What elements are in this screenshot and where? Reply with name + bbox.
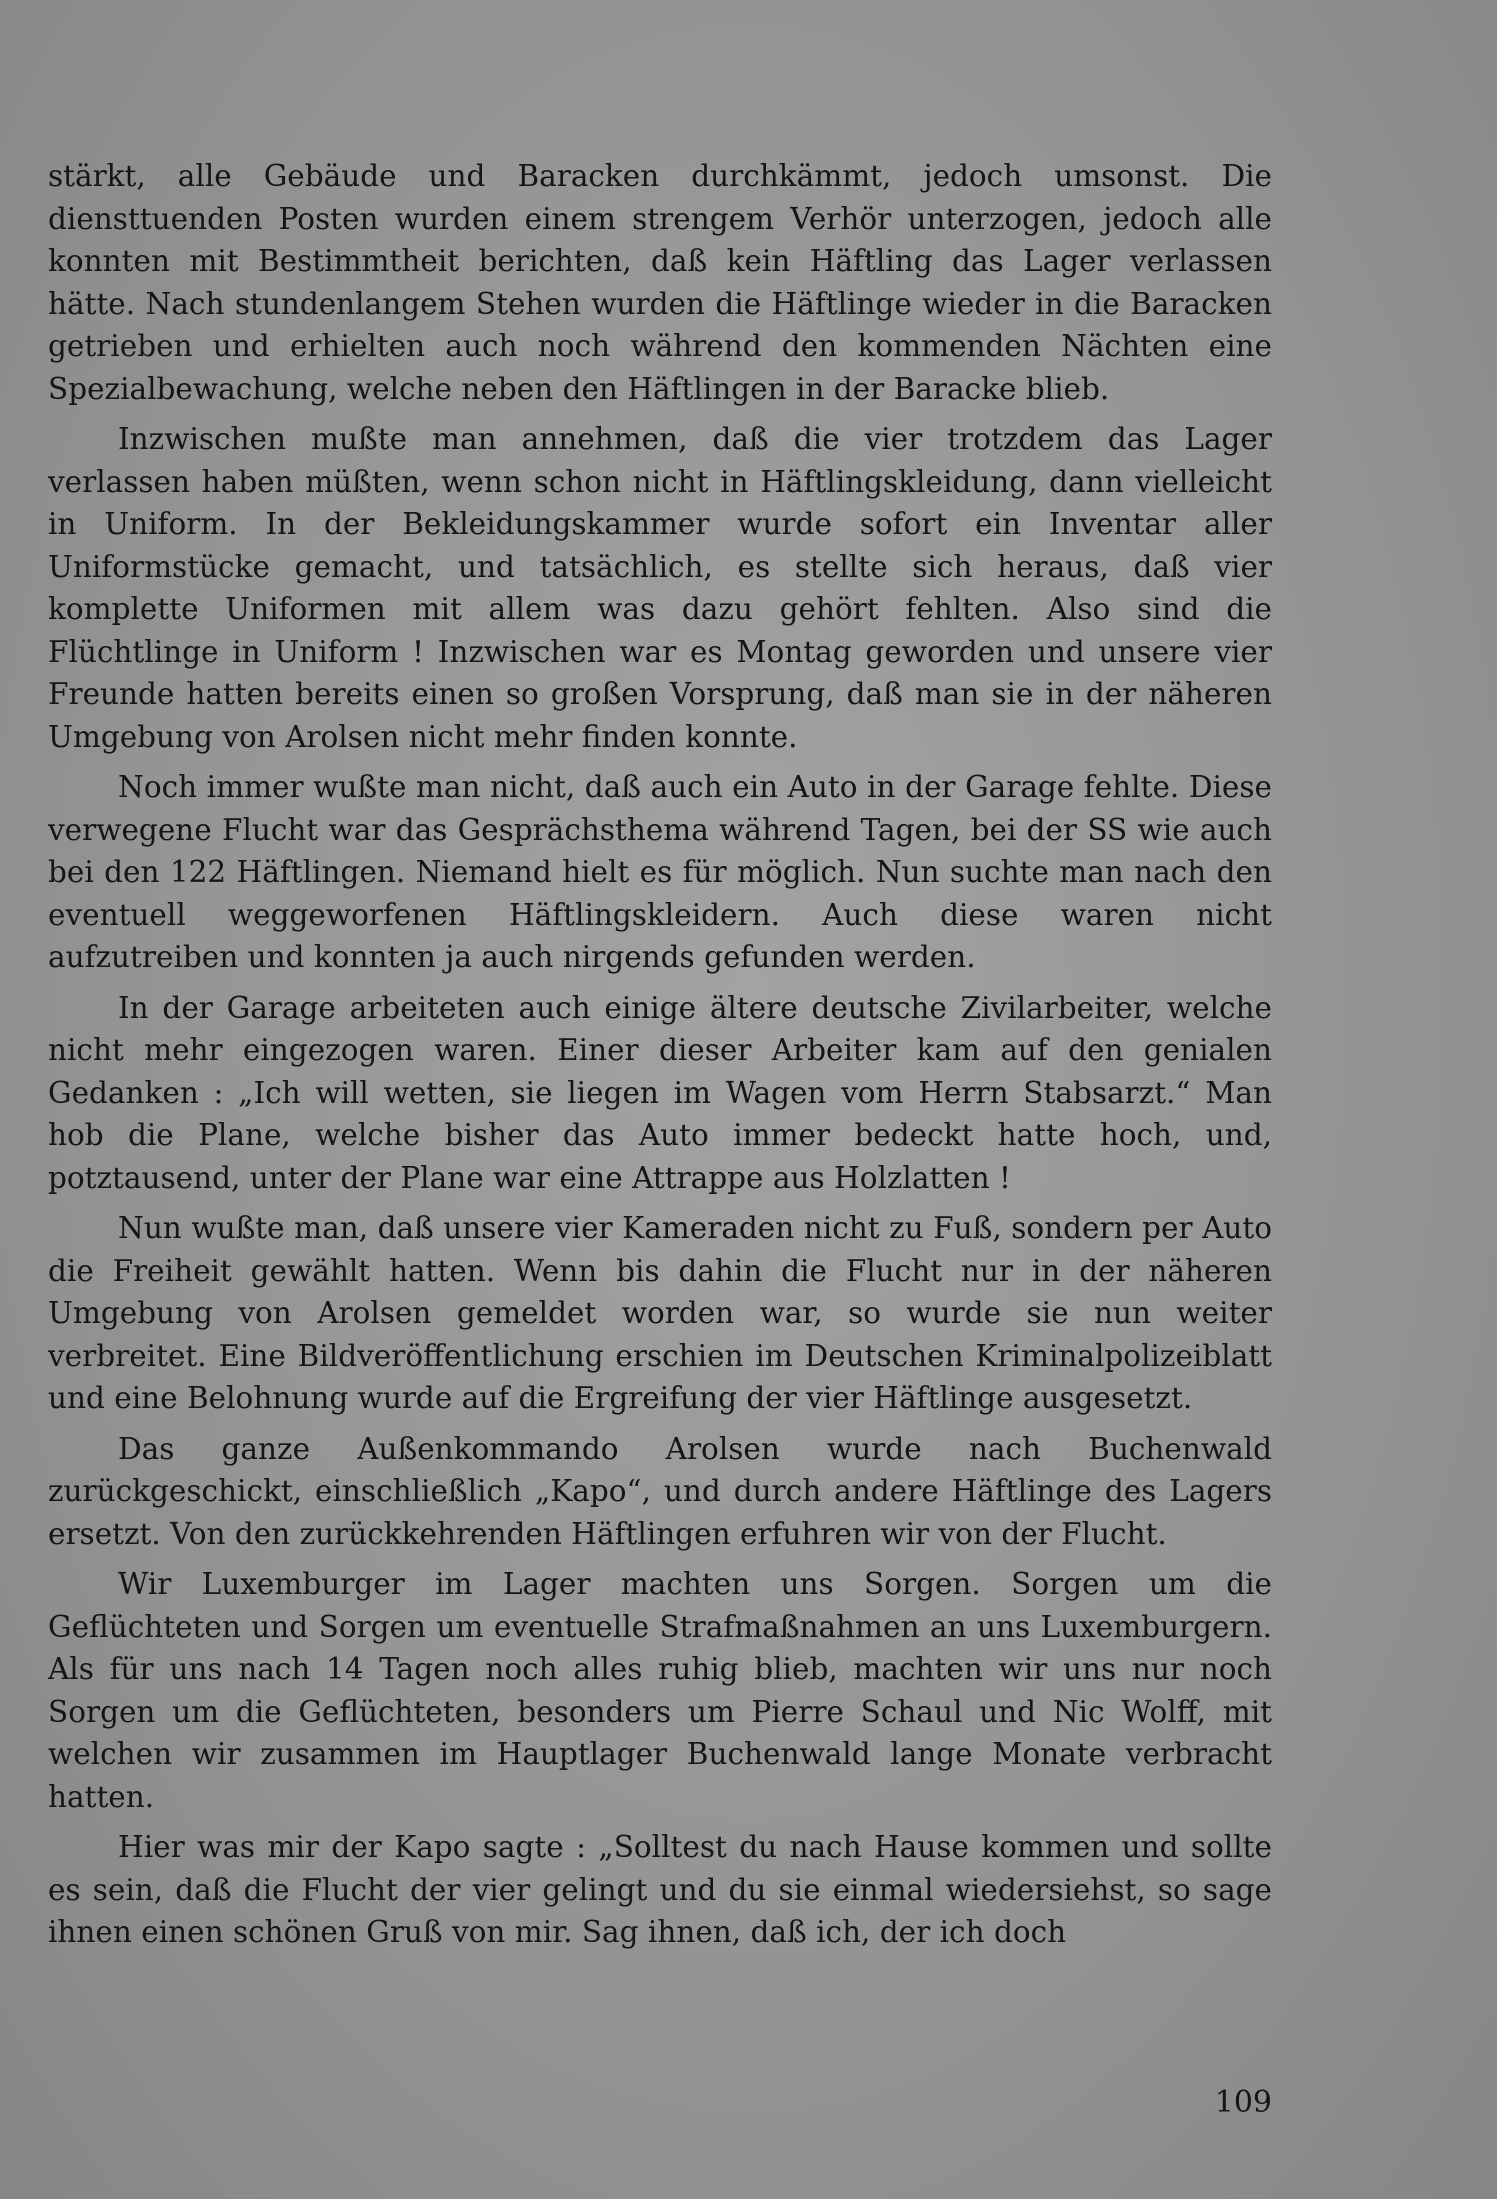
paragraph-5: Nun wußte man, daß unsere vier Kameraden nicht zu Fuß, sondern per Auto die Freiheit gewählt hatten. Wenn bis dahin die Flucht nur in der näheren Umgebung von Arolsen gemeldet worden war, so wurde sie nun weiter verbreitet. Eine Bildveröffentlichung erschien im Deutschen Kriminalpolizeiblatt und eine Belohnung wurde auf die Ergreifung der vier Häftlinge ausgesetzt.	[48, 1211, 1272, 1415]
paragraph-3: Noch immer wußte man nicht, daß auch ein Auto in der Garage fehlte. Diese verwegene Flucht war das Gesprächsthema während Tagen, bei der SS wie auch bei den 122 Häftlingen. Niemand hielt es für möglich. Nun suchte man nach den eventuell weggeworfenen Häftlingskleidern. Auch diese waren nicht aufzutreiben und konnten ja auch nirgends gefunden werden.	[48, 770, 1272, 974]
paragraph-4: In der Garage arbeiteten auch einige ältere deutsche Zivilarbeiter, welche nicht mehr eingezogen waren. Einer dieser Arbeiter kam auf den genialen Gedanken : „Ich will wetten, sie liegen im Wagen vom Herrn Stabsarzt.“ Man hob die Plane, welche bisher das Auto immer bedeckt hatte hoch, und, potztausend, unter der Plane war eine Attrappe aus Holzlatten !	[48, 990, 1272, 1195]
paragraph-1: stärkt, alle Gebäude und Baracken durchkämmt, jedoch umsonst. Die diensttuenden Posten wurden einem strengem Verhör unterzogen, jedoch alle konnten mit Bestimmtheit berichten, daß kein Häftling das Lager verlassen hätte. Nach stundenlangem Stehen wurden die Häftlinge wieder in die Baracken getrieben und erhielten auch noch während den kommenden Nächten eine Spezialbewachung, welche neben den Häftlingen in der Baracke blieb.	[48, 159, 1272, 406]
paragraph-2: Inzwischen mußte man annehmen, daß die vier trotzdem das Lager verlassen haben müßten, wenn schon nicht in Häftlingskleidung, dann vielleicht in Uniform. In der Bekleidungskammer wurde sofort ein Inventar aller Uniformstücke gemacht, und tatsächlich, es stellte sich heraus, daß vier komplette Uniformen mit allem was dazu gehört fehlten. Also sind die Flüchtlinge in Uniform ! Inzwischen war es Montag geworden und unsere vier Freunde hatten bereits einen so großen Vorsprung, daß man sie in der näheren Umgebung von Arolsen nicht mehr finden konnte.	[48, 422, 1272, 754]
paragraph-8: Hier was mir der Kapo sagte : „Solltest du nach Hause kommen und sollte es sein, daß die Flucht der vier gelingt und du sie einmal wiedersiehst, so sage ihnen einen schönen Gruß von mir. Sag ihnen, daß ich, der ich doch	[48, 1830, 1272, 1949]
paragraph-6: Das ganze Außenkommando Arolsen wurde nach Buchenwald zurückgeschickt, einschließlich „Kapo“, und durch andere Häftlinge des Lagers ersetzt. Von den zurückkehrenden Häftlingen erfuhren wir von der Flucht.	[48, 1431, 1272, 1551]
paragraph-7: Wir Luxemburger im Lager machten uns Sorgen. Sorgen um die Geflüchteten und Sorgen um eventuelle Strafmaßnahmen an uns Luxemburgern. Als für uns nach 14 Tagen noch alles ruhig blieb, machten wir uns nur noch Sorgen um die Geflüchteten, besonders um Pierre Schaul und Nic Wolff, mit welchen wir zusammen im Hauptlager Buchenwald lange Monate verbracht hatten.	[48, 1567, 1272, 1814]
body-text	[48, 155, 1272, 1962]
page-number: 109	[1214, 2085, 1272, 2120]
